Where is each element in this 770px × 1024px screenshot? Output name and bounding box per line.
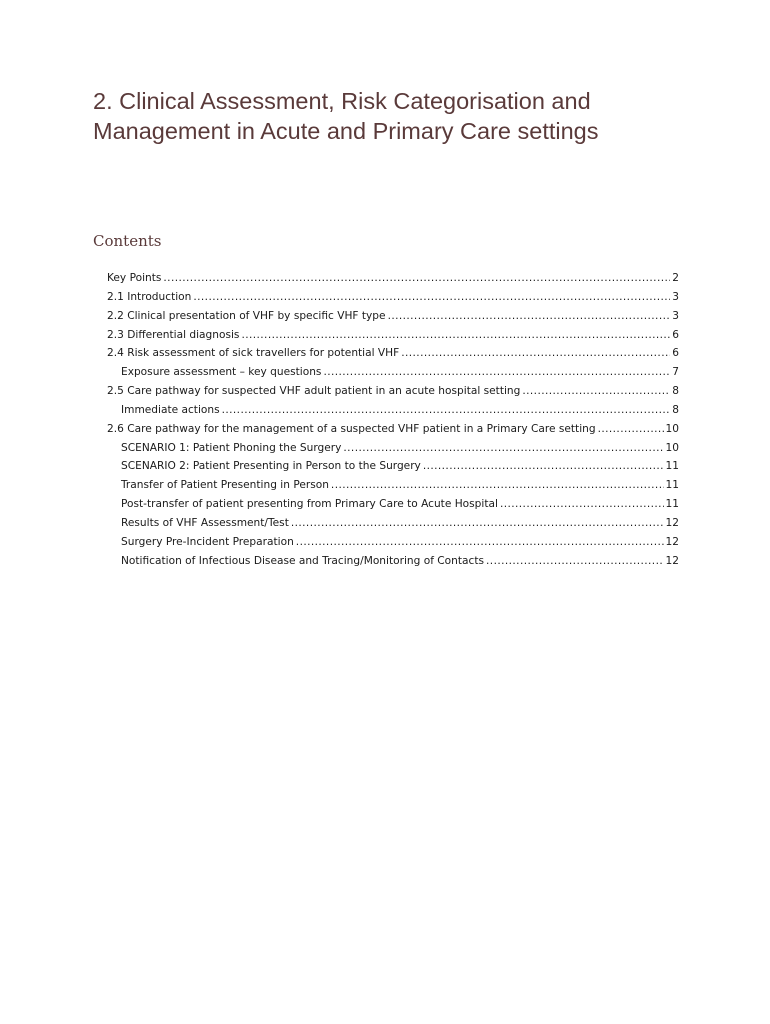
- toc-entry-page-number: 2: [672, 272, 679, 284]
- toc-entry-page-number: 8: [672, 385, 679, 398]
- toc-entry-page-number: 12: [665, 516, 679, 529]
- toc-entry[interactable]: [107, 291, 679, 310]
- toc-entry-label: Exposure assessment – key questions: [121, 366, 322, 379]
- toc-entry[interactable]: [107, 460, 679, 479]
- toc-dot-leader: [500, 498, 664, 510]
- toc-entry[interactable]: [107, 272, 679, 291]
- toc-entry-page-number: 11: [665, 498, 679, 511]
- toc-entry[interactable]: [107, 404, 679, 423]
- toc-dot-leader: [241, 329, 670, 341]
- contents-heading: Contents: [93, 232, 162, 250]
- toc-dot-leader: [343, 442, 663, 454]
- toc-dot-leader: [323, 366, 670, 378]
- toc-entry[interactable]: [107, 423, 679, 442]
- toc-entry-page-number: 6: [672, 347, 679, 360]
- toc-entry-page-number: 11: [665, 460, 679, 473]
- toc-dot-leader: [193, 291, 670, 303]
- toc-dot-leader: [163, 272, 670, 284]
- toc-dot-leader: [486, 555, 663, 567]
- toc-entry[interactable]: [107, 498, 679, 517]
- toc-dot-leader: [291, 517, 664, 529]
- table-of-contents: [107, 272, 679, 574]
- toc-entry-label: 2.6 Care pathway for the management of a suspected VHF patient in a Primary Care setting: [107, 422, 596, 435]
- toc-entry-page-number: 3: [672, 309, 679, 322]
- toc-entry-label: Results of VHF Assessment/Test: [121, 516, 289, 529]
- toc-entry-page-number: 6: [672, 328, 679, 341]
- toc-entry-page-number: 11: [665, 479, 679, 492]
- toc-entry[interactable]: [107, 536, 679, 555]
- toc-entry-label: Transfer of Patient Presenting in Person: [121, 479, 329, 492]
- toc-entry[interactable]: [107, 385, 679, 404]
- toc-dot-leader: [522, 385, 670, 397]
- toc-dot-leader: [296, 536, 664, 548]
- toc-entry-label: Surgery Pre-Incident Preparation: [121, 535, 294, 548]
- toc-dot-leader: [331, 479, 664, 491]
- toc-entry-page-number: 12: [665, 554, 679, 567]
- toc-dot-leader: [598, 423, 664, 435]
- toc-entry-label: 2.5 Care pathway for suspected VHF adult patient in an acute hospital setting: [107, 385, 521, 398]
- toc-entry-label: Post-transfer of patient presenting from Primary Care to Acute Hospital: [121, 498, 498, 511]
- toc-entry[interactable]: [107, 555, 679, 574]
- toc-entry-label: 2.3 Differential diagnosis: [107, 328, 240, 341]
- toc-dot-leader: [388, 310, 671, 322]
- toc-entry-page-number: 7: [672, 366, 679, 379]
- toc-entry[interactable]: [107, 366, 679, 385]
- toc-entry[interactable]: [107, 479, 679, 498]
- toc-entry-label: Key Points: [107, 272, 162, 284]
- toc-dot-leader: [401, 347, 670, 359]
- toc-entry[interactable]: [107, 442, 679, 461]
- toc-entry-label: 2.2 Clinical presentation of VHF by specific VHF type: [107, 309, 386, 322]
- toc-entry-page-number: 10: [665, 422, 679, 435]
- toc-entry[interactable]: [107, 329, 679, 348]
- toc-entry-label: SCENARIO 2: Patient Presenting in Person to the Surgery: [121, 460, 421, 473]
- toc-entry-label: Notification of Infectious Disease and Tracing/Monitoring of Contacts: [121, 554, 485, 567]
- page-title: [93, 86, 733, 146]
- toc-entry[interactable]: [107, 517, 679, 536]
- toc-entry-page-number: 10: [665, 441, 679, 454]
- toc-entry-page-number: 12: [665, 535, 679, 548]
- toc-entry-label: 2.1 Introduction: [107, 290, 192, 303]
- toc-entry-label: SCENARIO 1: Patient Phoning the Surgery: [121, 441, 342, 454]
- toc-entry[interactable]: [107, 347, 679, 366]
- toc-entry-label: 2.4 Risk assessment of sick travellers for potential VHF: [107, 347, 400, 360]
- toc-entry[interactable]: [107, 310, 679, 329]
- toc-entry-page-number: 8: [672, 403, 679, 416]
- toc-entry-page-number: 3: [672, 290, 679, 303]
- toc-dot-leader: [423, 460, 664, 472]
- toc-entry-label: Immediate actions: [121, 403, 220, 416]
- page-title-line-1: 2. Clinical Assessment, Risk Categorisation and: [93, 88, 591, 114]
- page-title-line-2: Management in Acute and Primary Care settings: [93, 118, 599, 144]
- toc-dot-leader: [222, 404, 671, 416]
